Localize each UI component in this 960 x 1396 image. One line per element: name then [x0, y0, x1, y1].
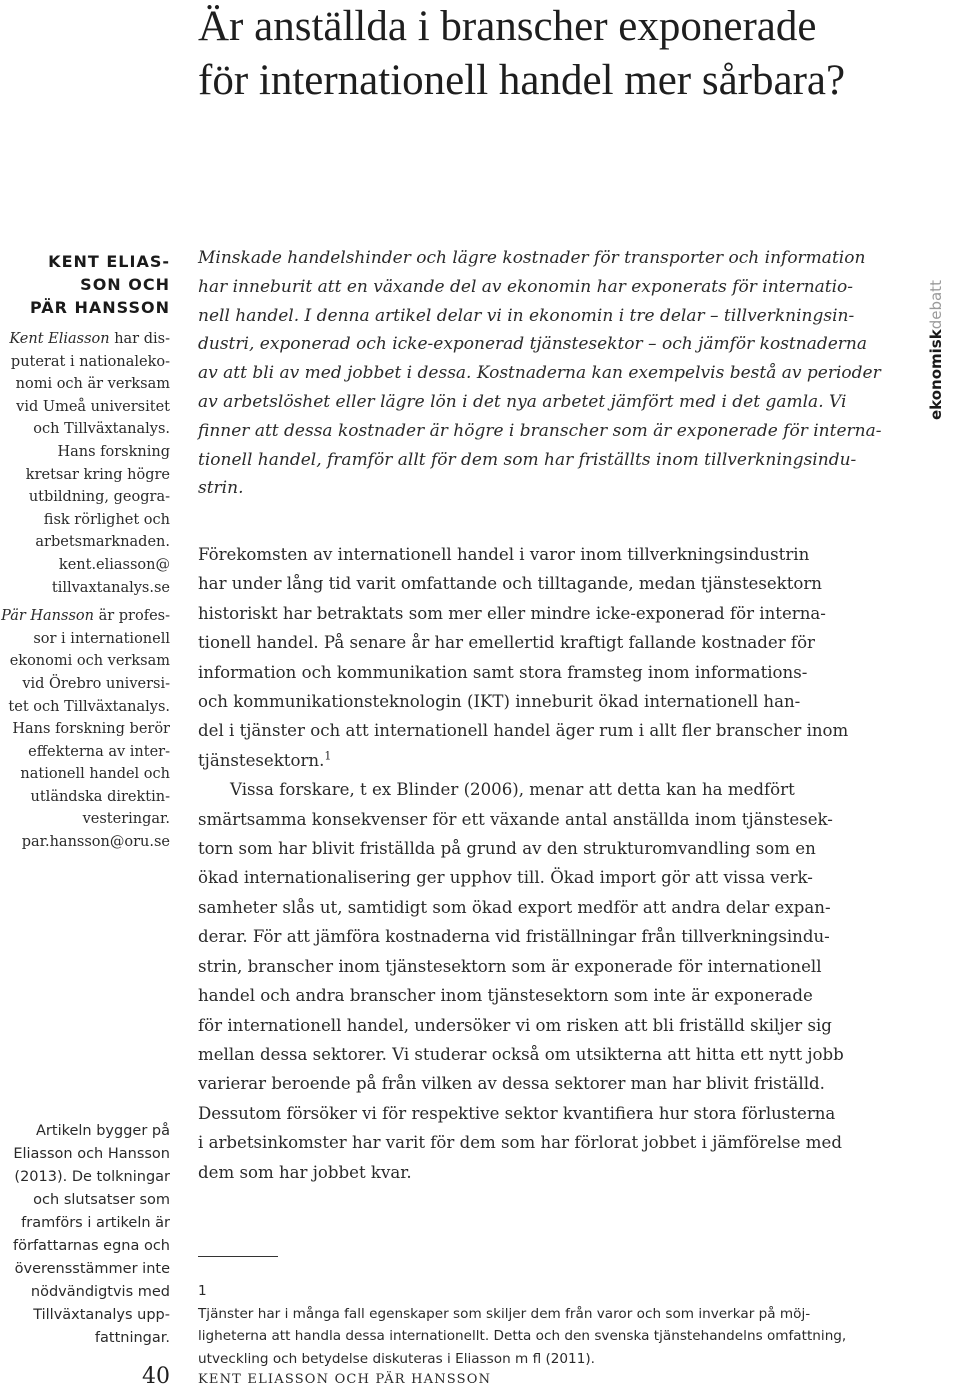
bio-line: nomi och är verksam — [15, 376, 170, 393]
bio-line: Hans forskning — [57, 443, 170, 460]
note-line: Tillväxtanalys upp- — [33, 1307, 170, 1323]
bio-line: vid Umeå universitet — [16, 398, 170, 415]
bio-line: ekonomi och verksam — [9, 653, 170, 670]
body-paragraph-2 — [198, 775, 912, 1187]
body-text — [198, 540, 912, 1187]
body-line: strin, branscher inom tjänstesektorn som är exponerade för internationell — [198, 956, 822, 976]
author-heading — [0, 250, 170, 319]
body-line: dem som har jobbet kvar. — [198, 1162, 412, 1182]
author-email: tillvaxtanalys.se — [51, 579, 170, 596]
author-heading-line: PÄR HANSSON — [29, 298, 170, 317]
body-line: och kommunikationsteknologin (IKT) inneburit ökad internationell han- — [198, 692, 801, 712]
author-email: par.hansson@oru.se — [21, 834, 170, 851]
note-line: fattningar. — [94, 1330, 170, 1346]
body-line: ökad internationalisering ger upphov till. Ökad import gör att vissa verk- — [198, 868, 813, 888]
lead-line: nell handel. I denna artikel delar vi in ekonomin i tre delar – tillverkningsin- — [198, 305, 855, 326]
running-footer: KENT ELIASSON OCH PÄR HANSSON — [198, 1372, 492, 1387]
lead-line: av att bli av med jobbet i dessa. Kostnaderna kan exempelvis bestå av perioder — [198, 363, 881, 384]
note-line: nödvändigtvis med — [30, 1284, 170, 1300]
bio-line: kretsar kring högre — [25, 466, 170, 483]
body-line: handel och andra branscher inom tjänstesektorn som inte är exponerade — [198, 986, 813, 1006]
footnote-line — [198, 1280, 912, 1325]
author-name: Pär Hansson — [1, 608, 94, 625]
bio-line — [0, 605, 170, 628]
author-email: kent.eliasson@ — [58, 556, 170, 573]
footnote-ref[interactable]: 1 — [324, 749, 332, 763]
bio-line: och Tillväxtanalys. — [33, 421, 170, 438]
lead-line: finner att dessa kostnader är högre i branscher som är exponerade för interna- — [198, 420, 882, 441]
body-line: i arbetsinkomster har varit för dem som har förlorat jobbet i jämförelse med — [198, 1133, 842, 1153]
body-line: Vissa forskare, t ex Blinder (2006), menar att detta kan ha medfört — [230, 780, 795, 800]
lead-line: strin. — [198, 478, 244, 499]
section-tab-light: debatt — [927, 280, 945, 330]
body-line: mellan dessa sektorer. Vi studerar också om utsikterna att hitta ett nytt jobb — [198, 1044, 844, 1064]
body-line: derar. För att jämföra kostnaderna vid friställningar från tillverkningsindu- — [198, 927, 830, 947]
lead-line: av arbetslöshet eller lägre lön i det nya arbetet jämfört med i det gamla. Vi — [198, 391, 847, 412]
bio-line: puterat i nationaleko- — [10, 353, 170, 370]
body-line: för internationell handel, undersöker vi om risken att bli friställd skiljer sig — [198, 1015, 832, 1035]
author-bio-hansson — [0, 605, 170, 854]
section-tab-strong: ekonomisk — [927, 329, 945, 420]
bio-line: fisk rörlighet och — [43, 511, 170, 528]
note-line: överensstämmer inte — [14, 1261, 170, 1277]
note-line: författarnas egna och — [13, 1238, 170, 1254]
lead-line: tionell handel, framför allt för dem som har friställts inom tillverkningsindu- — [198, 449, 857, 470]
lead-line: dustri, exponerad och icke-exponerad tjänstesektor – och jämför kostnaderna — [198, 334, 867, 355]
note-line: (2013). De tolkningar — [14, 1169, 170, 1185]
body-line: torn som har blivit friställda på grund av den strukturomvandling som en — [198, 839, 816, 859]
section-tab-label — [924, 250, 948, 420]
body-paragraph-1 — [198, 540, 912, 775]
body-line: smärtsamma konsekvenser för ett växande antal anställda inom tjänstesek- — [198, 809, 833, 829]
footnote-text: Tjänster har i många fall egenskaper som skiljer dem från varor och som inverkar på möj- — [198, 1305, 811, 1322]
lead-line: har inneburit att en växande del av ekonomin har exponerats för internatio- — [198, 276, 854, 297]
bio-line: sor i internationell — [33, 630, 170, 647]
bio-line: tet och Tillväxtanalys. — [8, 698, 170, 715]
note-line: Artikeln bygger på — [36, 1123, 170, 1139]
body-line: har under lång tid varit omfattande och tilltagande, medan tjänstesektorn — [198, 574, 822, 594]
author-sidebar — [0, 250, 170, 860]
bio-text: är profes- — [93, 608, 170, 625]
body-line — [198, 746, 912, 775]
author-bio-eliasson — [0, 328, 170, 599]
footnote — [198, 1280, 912, 1370]
author-heading-line: KENT ELIAS- — [48, 252, 170, 271]
note-line: Eliasson och Hansson — [13, 1146, 170, 1162]
bio-line: effekterna av inter- — [28, 743, 170, 760]
body-text-fragment: tjänstesektorn. — [198, 750, 325, 770]
footnote-line: utveckling och betydelse diskuteras i Eliasson m fl (2011). — [198, 1350, 595, 1367]
bio-line: utländska direktin- — [30, 788, 170, 805]
footnote-number: 1 — [198, 1283, 207, 1299]
bio-line: vesteringar. — [82, 811, 170, 828]
lead-line: Minskade handelshinder och lägre kostnader för transporter och information — [198, 248, 866, 268]
note-line: och slutsatser som — [33, 1192, 170, 1208]
body-line: Dessutom försöker vi för respektive sektor kvantifiera hur stora förlusterna — [198, 1103, 836, 1123]
author-name: Kent Eliasson — [9, 331, 110, 347]
bio-line: utbildning, geogra- — [28, 489, 170, 506]
body-line: historiskt har betraktats som mer eller mindre icke-exponerad för interna- — [198, 603, 826, 623]
footnote-line: ligheterna att handla dessa internationellt. Detta och den svenska tjänstehandelns omfattning, — [198, 1328, 847, 1344]
bio-line: nationell handel och — [20, 766, 170, 783]
body-line: varierar beroende på från vilken av dessa sektorer man har blivit friställd. — [198, 1074, 825, 1094]
body-line: samheter slås ut, samtidigt som ökad export medför att andra delar expan- — [198, 897, 831, 917]
bio-line — [0, 328, 170, 351]
bio-text: har dis- — [109, 331, 170, 347]
article-source-note — [0, 1120, 170, 1350]
article-title — [198, 0, 918, 108]
bio-line: Hans forskning berör — [12, 721, 170, 738]
body-line: tionell handel. På senare år har emellertid kraftigt fallande kostnader för — [198, 633, 815, 653]
bio-line: arbetsmarknaden. — [35, 534, 170, 551]
author-heading-line: SON OCH — [80, 275, 170, 294]
note-line: framförs i artikeln är — [21, 1215, 170, 1231]
article-title-line: för internationell handel mer sårbara? — [198, 57, 846, 104]
body-line: del i tjänster och att internationell handel äger rum i allt fler branscher inom — [198, 721, 849, 741]
lead-paragraph — [198, 244, 912, 503]
article-title-line: Är anställda i branscher exponerade — [198, 3, 817, 50]
footnote-divider — [198, 1256, 278, 1257]
section-tab — [914, 250, 954, 420]
bio-line: vid Örebro universi- — [22, 675, 170, 692]
body-line: information och kommunikation samt stora framsteg inom informations- — [198, 662, 808, 682]
page-number: 40 — [142, 1364, 170, 1389]
body-line: Förekomsten av internationell handel i varor inom tillverkningsindustrin — [198, 545, 810, 564]
